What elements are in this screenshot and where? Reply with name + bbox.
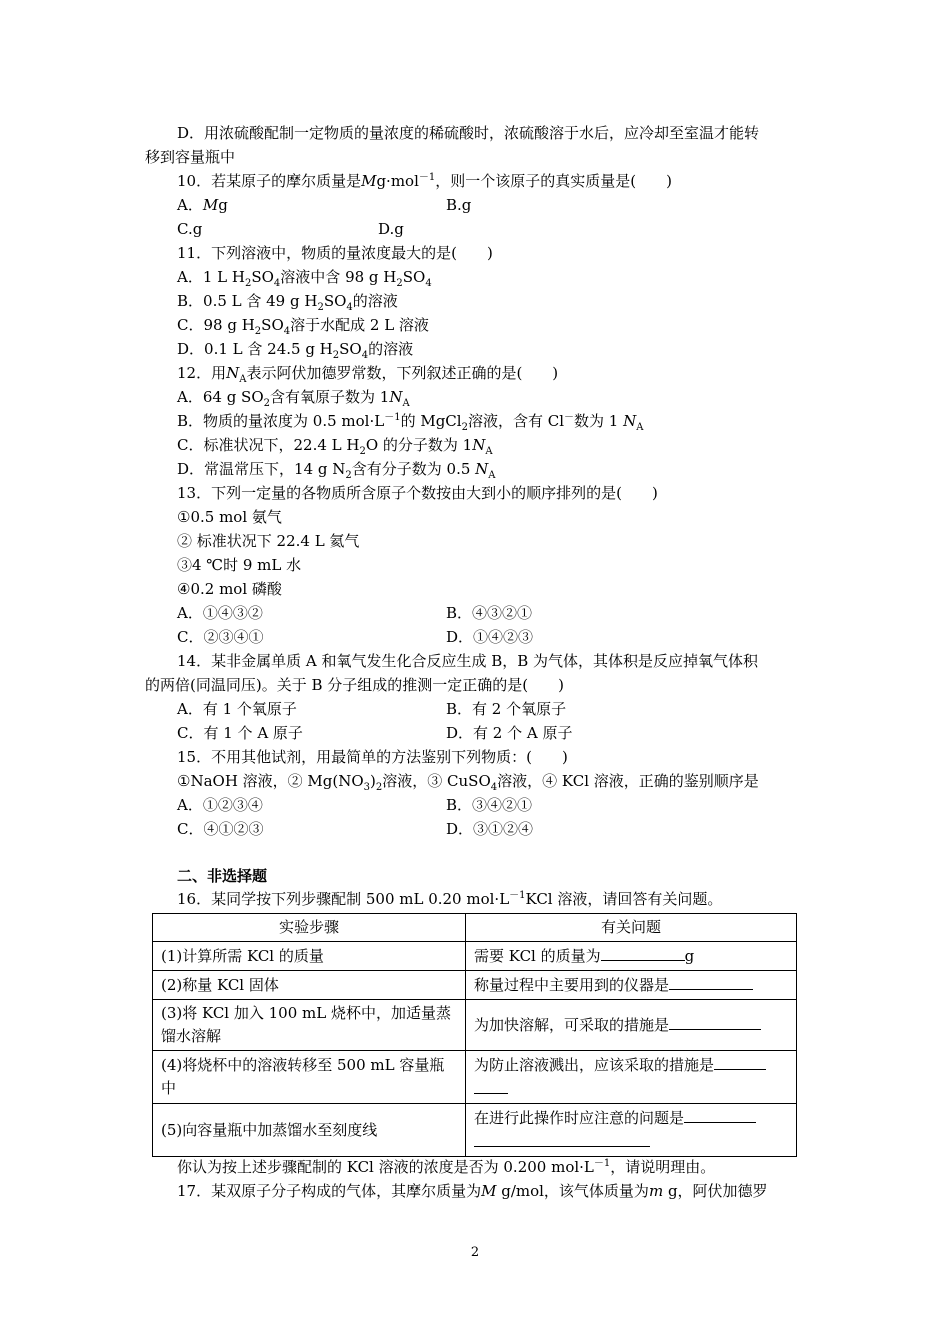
- q13-item-1: ①0.5 mol 氨气: [177, 508, 282, 526]
- q15-option-d: D．③①②④: [446, 820, 534, 838]
- q12-option-b: B．物质的量浓度为 0.5 $mol\cdot L^{-1}$的 MgCl$_2$溶液，含有 Cl－数为 1 $N_A$: [177, 412, 644, 433]
- question-13-stem: 13．下列一定量的各物质所含原子个数按由大到小的顺序排列的是( ): [177, 484, 658, 502]
- table-row: [153, 1000, 797, 1051]
- q13-option-a: A．①④③②: [177, 604, 263, 622]
- q13-option-c: C．②③④①: [177, 628, 264, 646]
- question-14-stem-line2: 的两倍(同温同压)。关于 B 分子组成的推测一定正确的是( ): [145, 676, 564, 694]
- question-14-stem-line1: 14．某非金属单质 A 和氧气发生化合反应生成 B，B 为气体，其体积是反应掉氧气体积: [177, 652, 759, 670]
- q10-option-b: B.g: [446, 196, 472, 214]
- question-11-stem: 11．下列溶液中，物质的量浓度最大的是( ): [177, 244, 493, 262]
- q12-option-c: C．标准状况下，22.4 L $H_2O$ 的分子数为 $1N_A$: [177, 436, 493, 457]
- question-17-stem: 17．某双原子分子构成的气体，其摩尔质量为M g/mol，该气体质量为m g，阿伏加德罗: [177, 1182, 768, 1200]
- step-cell: (5)向容量瓶中加蒸馏水至刻度线: [153, 1104, 466, 1157]
- question-15-stem: 15．不用其他试剂，用最简单的方法鉴别下列物质：( ): [177, 748, 568, 766]
- q15-items: ①NaOH 溶液，② $Mg(NO_3)_2$溶液，③ CuSO$_4$溶液，④ KCl 溶液，正确的鉴别顺序是: [177, 772, 759, 793]
- step-cell: (2)称量 KCl 固体: [153, 971, 466, 1000]
- q14-option-b: B．有 2 个氧原子: [446, 700, 567, 718]
- table-header-steps: 实验步骤: [153, 914, 466, 942]
- table-header-row: [153, 914, 797, 942]
- q10-option-c: C.g: [177, 220, 203, 238]
- q9-option-d-line2: 移到容量瓶中: [145, 148, 236, 166]
- table-row: [153, 1051, 797, 1104]
- step-cell: (4)将烧杯中的溶液转移至 500 mL 容量瓶中: [153, 1051, 466, 1104]
- q11-option-c: C．98 g $H_2SO_4$溶于水配成 2 L 溶液: [177, 316, 429, 337]
- q12-option-d: D．常温常压下，14 g $N_2$含有分子数为 0.5 $N_A$: [177, 460, 496, 481]
- q9-option-d-line1: D．用浓硫酸配制一定物质的量浓度的稀硫酸时，浓硫酸溶于水后，应冷却至室温才能转: [177, 124, 760, 142]
- q13-item-3: ③4 ℃时 9 mL 水: [177, 556, 302, 574]
- question-12-stem: 12．用$N_A$表示阿伏加德罗常数，下列叙述正确的是( ): [177, 364, 559, 385]
- q13-option-b: B．④③②①: [446, 604, 533, 622]
- q10-option-a: A．Mg: [177, 196, 228, 214]
- table-header-questions: 有关问题: [466, 914, 797, 942]
- table-row: [153, 971, 797, 1000]
- table-row: [153, 1104, 797, 1157]
- q11-option-b: B．0.5 L 含 49 g $H_2SO_4$的溶液: [177, 292, 398, 313]
- question-cell: 为防止溶液溅出，应该采取的措施是: [466, 1051, 797, 1104]
- answer-blank[interactable]: [474, 1130, 650, 1147]
- q10-option-d: D.g: [378, 220, 404, 238]
- answer-blank[interactable]: [669, 973, 753, 990]
- q13-item-2: ② 标准状况下 22.4 L 氦气: [177, 532, 360, 550]
- q14-option-c: C．有 1 个 A 原子: [177, 724, 303, 742]
- question-cell: 为加快溶解，可采取的措施是: [466, 1000, 797, 1051]
- step-cell: (3)将 KCl 加入 100 mL 烧杯中，加适量蒸馏水溶解: [153, 1000, 466, 1051]
- table-row: [153, 942, 797, 971]
- question-10-stem: 10．若某原子的摩尔质量是Mg·mol$^{-1}$，则一个该原子的真实质量是( ): [177, 172, 672, 190]
- answer-blank[interactable]: [684, 1106, 756, 1123]
- q12-option-a: A．64 g $SO_2$含有氧原子数为 $1N_A$: [177, 388, 410, 409]
- q14-option-a: A．有 1 个氧原子: [177, 700, 297, 718]
- question-cell: 需要 KCl 的质量为 g: [466, 942, 797, 971]
- q14-option-d: D．有 2 个 A 原子: [446, 724, 573, 742]
- answer-blank[interactable]: [474, 1077, 508, 1094]
- answer-blank[interactable]: [714, 1053, 766, 1070]
- experiment-table: [152, 913, 797, 1157]
- step-cell: (1)计算所需 KCl 的质量: [153, 942, 466, 971]
- question-cell: 称量过程中主要用到的仪器是: [466, 971, 797, 1000]
- page-number: 2: [470, 1245, 480, 1260]
- q13-item-4: ④0.2 mol 磷酸: [177, 580, 282, 598]
- section-title: 二、非选择题: [177, 867, 268, 885]
- answer-blank[interactable]: [669, 1013, 761, 1030]
- answer-blank[interactable]: [601, 944, 685, 961]
- q13-option-d: D．①④②③: [446, 628, 534, 646]
- q15-option-b: B．③④②①: [446, 796, 533, 814]
- question-cell: 在进行此操作时应注意的问题是: [466, 1104, 797, 1157]
- q11-option-d: D．0.1 L 含 24.5 g $H_2SO_4$的溶液: [177, 340, 414, 361]
- q15-option-a: A．①②③④: [177, 796, 263, 814]
- question-16-stem: 16．某同学按下列步骤配制 500 mL 0.20 $mol\cdot L^{-1}KCl$ 溶液，请回答有关问题。: [177, 890, 723, 908]
- q16-follow-up: 你认为按上述步骤配制的 KCl 溶液的浓度是否为 0.200 $mol\cdot L^{-1}$，请说明理由。: [177, 1158, 716, 1176]
- q11-option-a: A．1 L $H_2SO_4$溶液中含 98 g $H_2SO_4$: [177, 268, 432, 289]
- q15-option-c: C．④①②③: [177, 820, 264, 838]
